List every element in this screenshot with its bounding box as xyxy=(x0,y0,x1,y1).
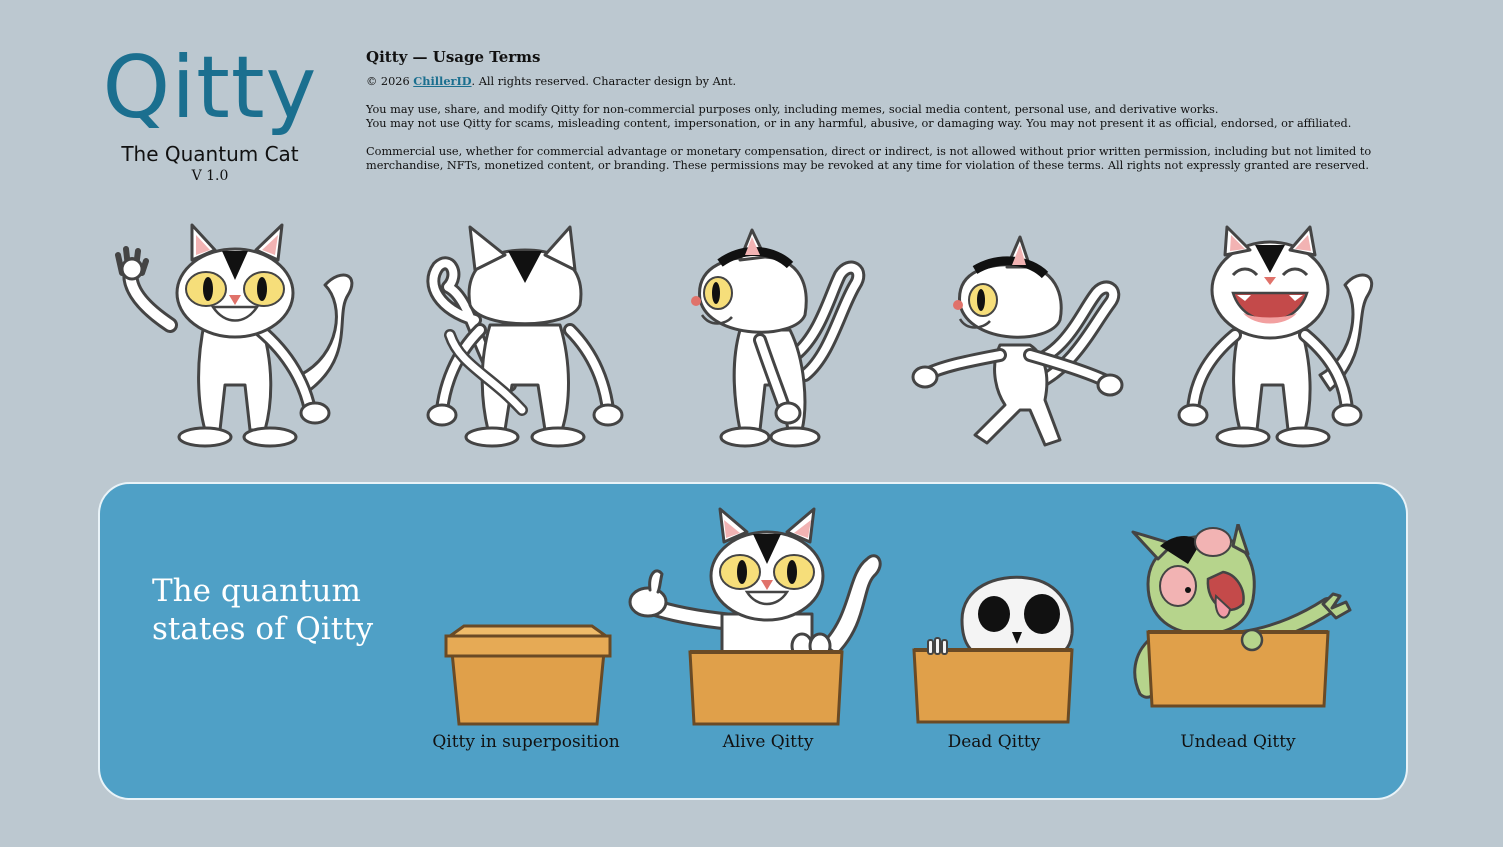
version-label: V 1.0 xyxy=(191,168,229,184)
logo-block xyxy=(96,40,324,184)
logo-subtitle: The Quantum Cat xyxy=(121,142,299,166)
cat-walking xyxy=(905,215,1135,460)
terms-allowed: You may use, share, and modify Qitty for non-commercial purposes only, including memes, social media content, personal use, and derivative works. You may not use Qitty for scams, misleading content, impersonation, or in any harmful, abusive, or damaging way. You may not present it as official, endorsed, or affiliated. xyxy=(366,103,1352,130)
quantum-states-panel xyxy=(98,482,1408,800)
label-undead: Undead Qitty xyxy=(1180,732,1296,752)
closed-box xyxy=(442,622,614,730)
panel-title: The quantum states of Qitty xyxy=(152,573,374,647)
chillerid-link[interactable]: ChillerID xyxy=(413,74,472,88)
label-superposition: Qitty in superposition xyxy=(432,732,620,752)
terms-commercial: Commercial use, whether for commercial advantage or monetary compensation, direct or indirect, is not allowed without prior written permission, including but not limited to merchandise, NFTs, monetized content, or branding. These permissions may be revoked at any time for violation of these terms. All rights not expressly granted are reserved. xyxy=(366,145,1372,172)
cat-back-view xyxy=(420,215,630,460)
dead-skull-in-box xyxy=(912,572,1080,730)
logo-wordmark: Qitty xyxy=(102,38,318,138)
cat-laughing xyxy=(1165,215,1385,460)
copyright-line: © 2026 ChillerID. All rights reserved. Character design by Ant. xyxy=(366,74,737,88)
alive-cat-in-box xyxy=(622,504,887,730)
undead-zombie-cat-in-box xyxy=(1118,524,1358,730)
label-dead: Dead Qitty xyxy=(947,732,1041,752)
cat-side-view xyxy=(680,215,880,460)
usage-terms xyxy=(366,50,1426,187)
label-alive: Alive Qitty xyxy=(722,732,814,752)
terms-title: Qitty — Usage Terms xyxy=(366,48,541,66)
cat-waving-front xyxy=(110,215,360,460)
character-turnaround xyxy=(0,215,1503,465)
